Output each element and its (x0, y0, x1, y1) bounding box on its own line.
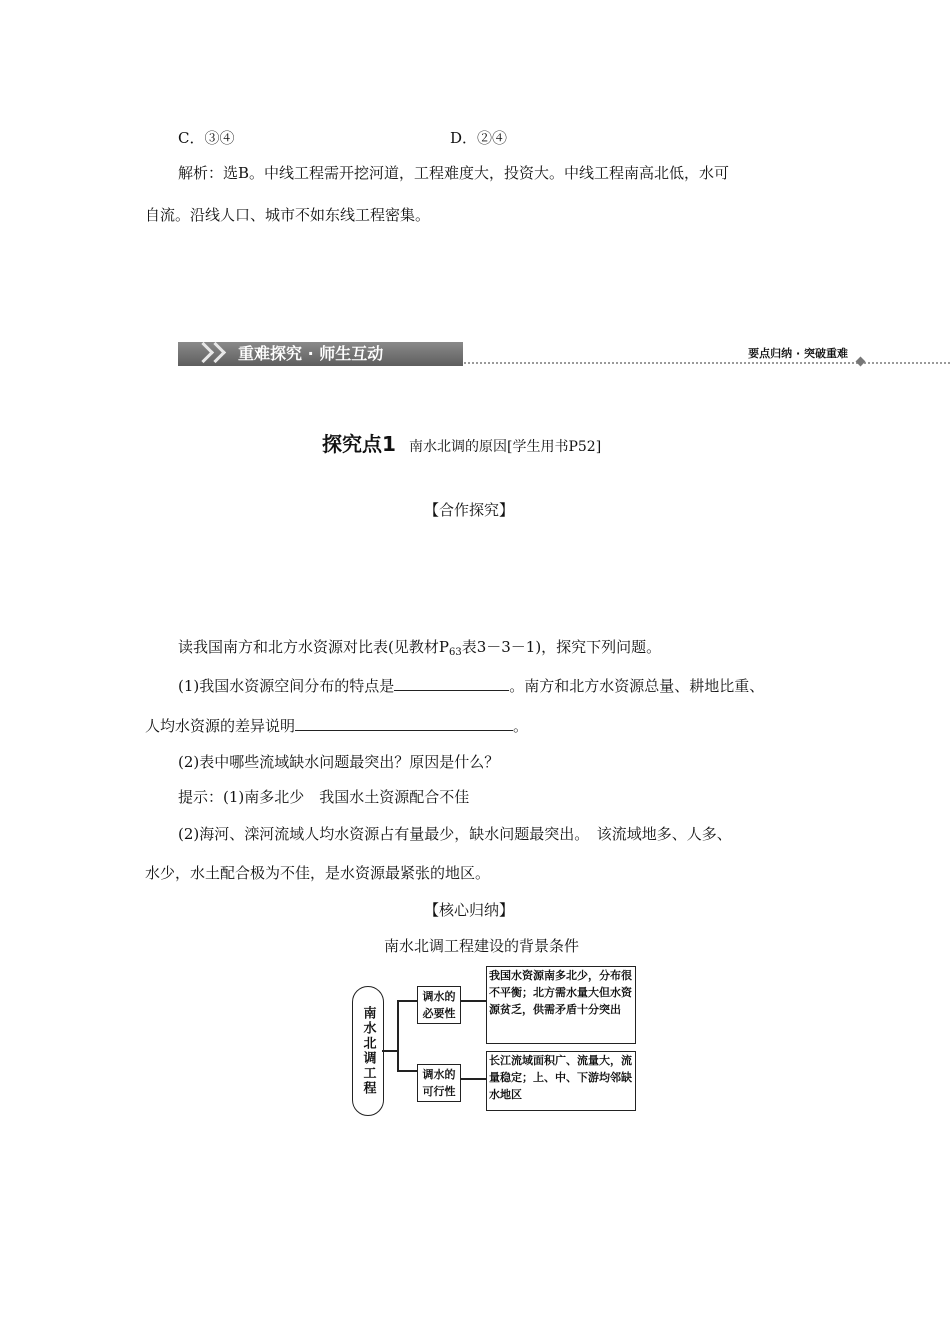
option-d: D．②④ (450, 129, 508, 147)
center-node-label: 南水北调工程 (360, 1006, 376, 1096)
chevron-right-icon (205, 342, 226, 363)
hint-2-line-1: (2)海河、滦河流域人均水资源占有量最少，缺水问题最突出。 该流域地多、人多、 (178, 825, 732, 843)
necessity-node: 调水的必要性 (417, 986, 461, 1024)
intro-line (178, 637, 661, 663)
feasibility-node: 调水的可行性 (417, 1064, 461, 1102)
intro-text-b: 表3－3－1)，探究下列问题。 (461, 638, 662, 656)
analysis-line-1: 解析：选B。中线工程需开挖河道，工程难度大，投资大。中线工程南高北低，水可 (178, 164, 730, 182)
hint-1: 提示：(1)南多北少 我国水土资源配合不佳 (178, 788, 470, 806)
q1-text-a: (1)我国水资源空间分布的特点是 (178, 677, 395, 695)
q1-text-b: 。南方和北方水资源总量、耕地比重、 (509, 677, 765, 695)
connector-line (397, 1000, 417, 1002)
answer-blank-2[interactable] (295, 716, 513, 731)
q1-text-d: 。 (513, 717, 529, 735)
q1-text-c: 人均水资源的差异说明 (145, 717, 296, 735)
hint-2-line-2: 水少，水土配合极为不佳，是水资源最紧张的地区。 (145, 864, 491, 882)
connector-line (397, 1000, 399, 1070)
answer-blank-1[interactable] (394, 676, 509, 691)
intro-subscript: 63 (448, 647, 462, 658)
connector-line (382, 1050, 398, 1052)
inquiry-point-heading (322, 428, 601, 457)
analysis-line-2: 自流。沿线人口、城市不如东线工程密集。 (145, 206, 431, 224)
core-heading: 【核心归纳】 (424, 901, 515, 919)
diagram-center-node (352, 986, 384, 1116)
connector-line (397, 1070, 417, 1072)
question-1-line-2 (145, 716, 528, 736)
banner-bar (178, 342, 463, 366)
connector-line (461, 1000, 486, 1002)
intro-text-a: 读我国南方和北方水资源对比表(见教材P (178, 638, 449, 656)
question-1-line-1 (178, 676, 764, 696)
banner-right-label: 要点归纳 · 突破重难 (748, 347, 848, 360)
option-c: C．③④ (178, 129, 235, 147)
question-2: (2)表中哪些流域缺水问题最突出？原因是什么？ (178, 753, 500, 771)
necessity-detail: 我国水资源南多北少，分布很不平衡；北方需水量大但水资源贫乏，供需矛盾十分突出 (486, 966, 636, 1044)
feasibility-detail: 长江流域面积广、流量大，流量稳定；上、中、下游均邻缺水地区 (486, 1051, 636, 1111)
banner-title: 重难探究 · 师生互动 (238, 344, 384, 363)
connector-line (461, 1078, 486, 1080)
inquiry-point-label: 探究点1 (322, 432, 396, 456)
diagram-title: 南水北调工程建设的背景条件 (384, 937, 580, 955)
section-banner (178, 342, 868, 368)
coop-heading: 【合作探究】 (424, 501, 515, 519)
diamond-icon (856, 357, 866, 367)
banner-dotted-line (464, 362, 950, 364)
inquiry-point-title: 南水北调的原因[学生用书P52] (409, 439, 602, 455)
